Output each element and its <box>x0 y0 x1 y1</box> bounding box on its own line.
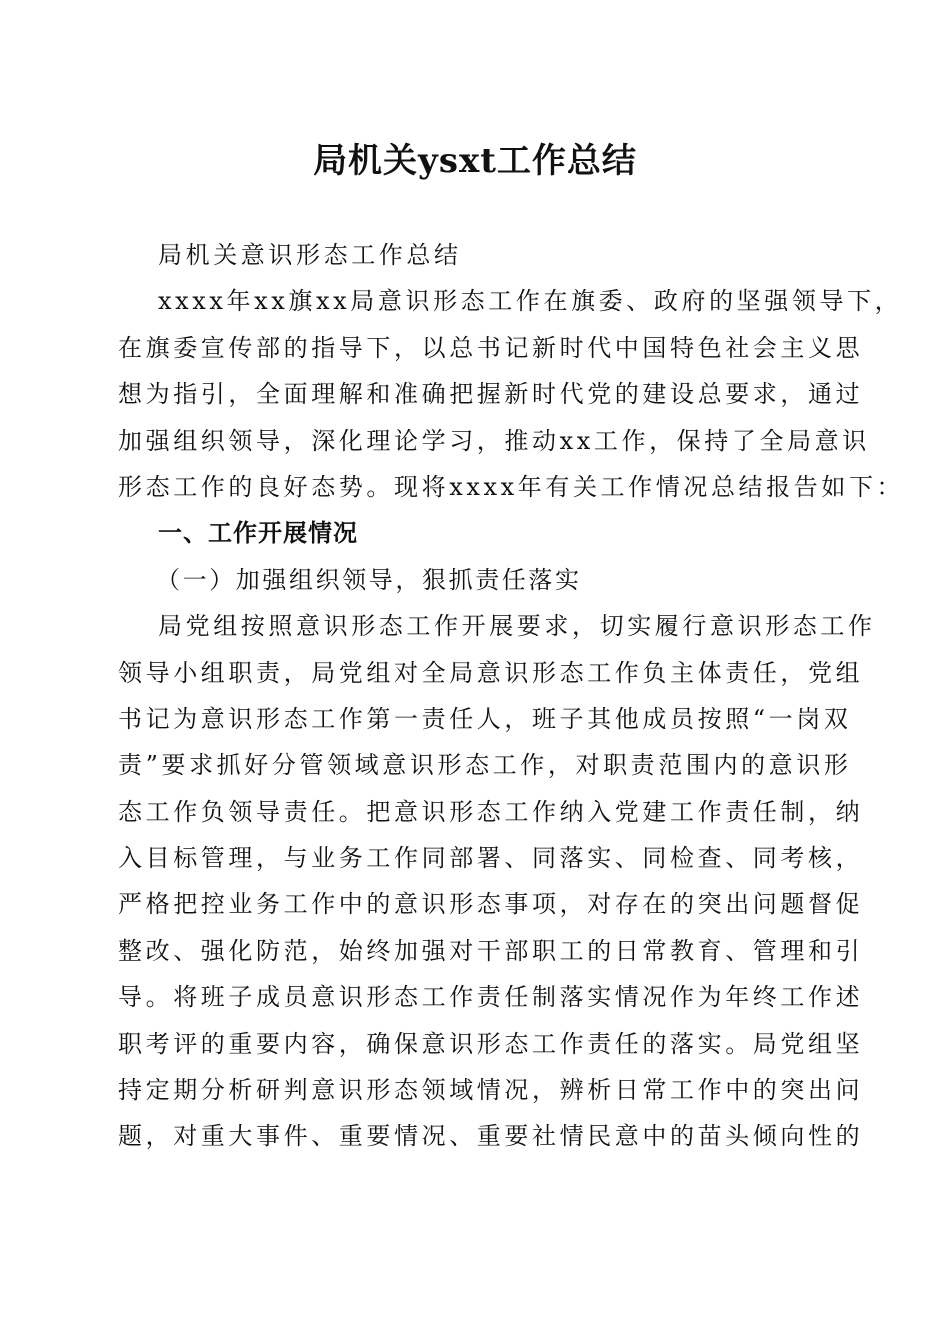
section-heading: 一、工作开展情况 <box>158 519 358 548</box>
paragraph-line: xxxx年xx旗xx局意识形态工作在旗委、政府的坚强领导下， <box>158 287 903 316</box>
document-title: 局机关ysxt工作总结 <box>313 141 637 181</box>
paragraph-line: 导。将班子成员意识形态工作责任制落实情况作为年终工作述 <box>118 983 864 1012</box>
paragraph-line: 持定期分析研判意识形态领域情况，辨析日常工作中的突出问 <box>118 1076 864 1105</box>
paragraph-line: 态工作负领导责任。把意识形态工作纳入党建工作责任制，纳 <box>118 797 864 826</box>
paragraph-line: 想为指引，全面理解和准确把握新时代党的建设总要求，通过 <box>118 380 864 409</box>
paragraph-line: 题，对重大事件、重要情况、重要社情民意中的苗头倾向性的 <box>118 1122 864 1151</box>
document-body <box>118 232 905 1160</box>
paragraph-line: 在旗委宣传部的指导下，以总书记新时代中国特色社会主义思 <box>118 333 864 362</box>
subsection-heading: （一）加强组织领导，狠抓责任落实 <box>156 565 582 594</box>
subtitle-line: 局机关意识形态工作总结 <box>158 241 462 269</box>
paragraph-line: 局党组按照意识形态工作开展要求，切实履行意识形态工作 <box>158 612 876 641</box>
paragraph-line: 形态工作的良好态势。现将xxxx年有关工作情况总结报告如下： <box>118 472 905 501</box>
paragraph-line: 责”要求抓好分管领域意识形态工作，对职责范围内的意识形 <box>118 751 852 780</box>
paragraph-line: 入目标管理，与业务工作同部署、同落实、同检查、同考核， <box>118 844 864 873</box>
paragraph-line: 领导小组职责，局党组对全局意识形态工作负主体责任，党组 <box>118 658 864 687</box>
paragraph-line: 严格把控业务工作中的意识形态事项，对存在的突出问题督促 <box>118 890 864 919</box>
paragraph-line: 加强组织领导，深化理论学习，推动xx工作，保持了全局意识 <box>118 426 870 455</box>
paragraph-line: 职考评的重要内容，确保意识形态工作责任的落实。局党组坚 <box>118 1029 864 1058</box>
paragraph-line: 书记为意识形态工作第一责任人，班子其他成员按照“一岗双 <box>118 704 852 733</box>
paragraph-line: 整改、强化防范，始终加强对干部职工的日常教育、管理和引 <box>118 936 864 965</box>
